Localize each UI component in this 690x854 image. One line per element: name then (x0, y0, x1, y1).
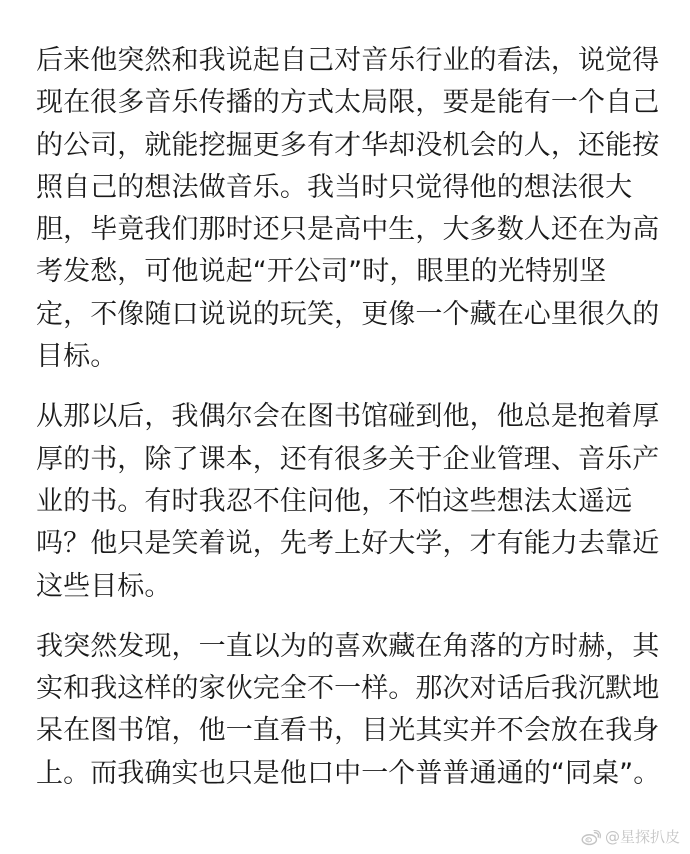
paragraph-line: 实和我这样的家伙完全不一样。那次对话后我沉默地 (36, 673, 660, 705)
paragraph-line: 呆在图书馆，他一直看书，目光其实并不会放在我身 (36, 715, 660, 747)
paragraph-line: 上。而我确实也只是他口中一个普普通通的“同桌”。 (36, 757, 661, 789)
paragraph-line: 从那以后，我偶尔会在图书馆碰到他，他总是抱着厚 (36, 401, 660, 433)
watermark-text: @星探扒皮 (604, 828, 680, 846)
paragraph-line: 现在很多音乐传播的方式太局限，要是能有一个自己 (36, 87, 660, 119)
paragraph-line: 胆，毕竟我们那时还只是高中生，大多数人还在为高 (36, 214, 660, 246)
paragraph-line: 定，不像随口说说的玩笑，更像一个藏在心里很久的 (36, 298, 660, 330)
paragraph-line: 厚的书，除了课本，还有很多关于企业管理、音乐产 (36, 443, 660, 475)
weibo-icon (581, 829, 601, 846)
paragraph-line: 后来他突然和我说起自己对音乐行业的看法，说觉得 (36, 45, 660, 76)
paragraph-line: 这些目标。 (36, 570, 172, 602)
paragraph-line: 考发愁，可他说起“开公司”时，眼里的光特别坚 (36, 256, 607, 288)
paragraph-line: 业的书。有时我忍不住问他，不怕这些想法太遥远 (36, 485, 633, 517)
paragraph-line: 的公司，就能挖掘更多有才华却没机会的人，还能按 (36, 129, 660, 161)
paragraph-3 (36, 626, 661, 795)
paragraph-line: 目标。 (36, 341, 118, 373)
paragraph-1 (36, 40, 660, 378)
paragraph-line: 吗？他只是笑着说，先考上好大学，才有能力去靠近 (36, 528, 660, 560)
paragraph-line: 我突然发现，一直以为的喜欢藏在角落的方时赫，其 (36, 630, 660, 662)
paragraph-2 (36, 396, 660, 607)
paragraph-line: 照自己的想法做音乐。我当时只觉得他的想法很大 (36, 171, 633, 203)
article-body (36, 40, 661, 795)
weibo-watermark (581, 828, 680, 846)
